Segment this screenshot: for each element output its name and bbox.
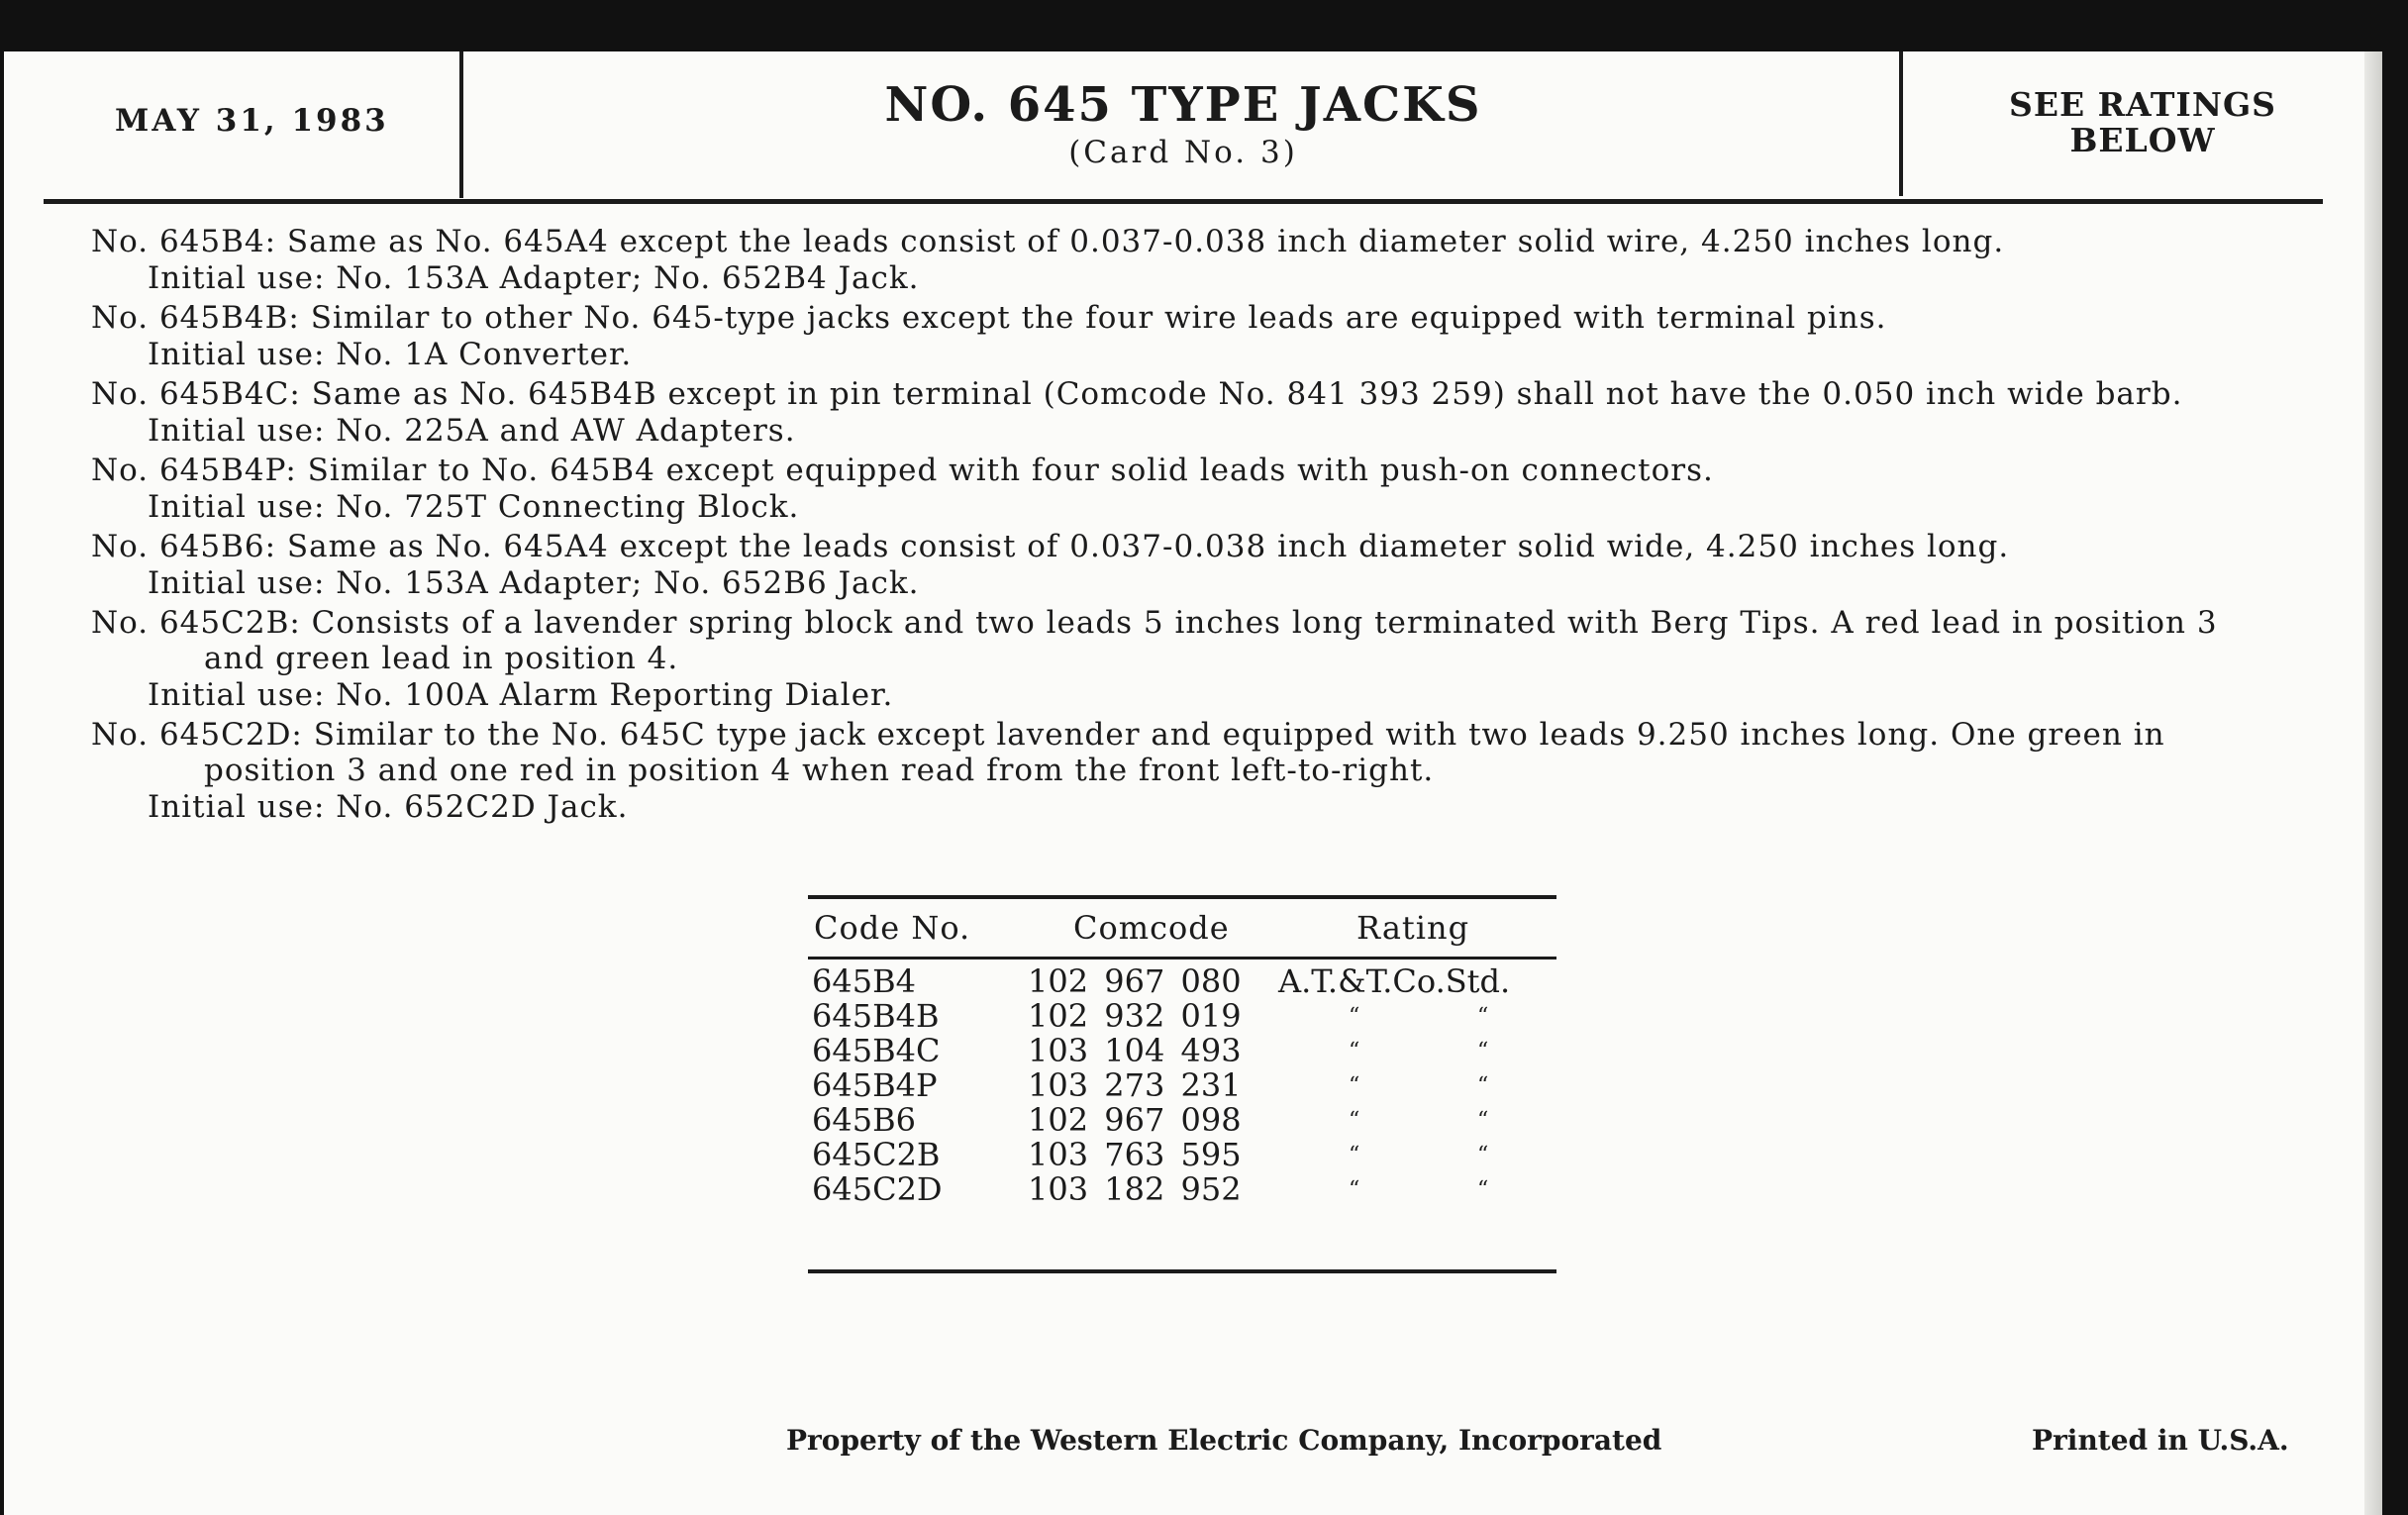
table-row (808, 964, 1556, 999)
cell-code: 645B4C (812, 1032, 941, 1069)
card-title: NO. 645 TYPE JACKS (884, 77, 1482, 133)
table-header-rule (808, 957, 1556, 960)
entry (91, 717, 2279, 826)
ditto-mark: “ (1349, 1177, 1360, 1202)
entry-description: No. 645B4B: Similar to other No. 645-type jacks except the four wire leads are equipped with terminal pins. (91, 300, 1887, 336)
footer-property: Property of the Western Electric Company, Incorporated (786, 1424, 1662, 1457)
ditto-mark: “ (1477, 1073, 1489, 1098)
entry-description: No. 645B4C: Same as No. 645B4B except in pin terminal (Comcode No. 841 393 259) shall not have the 0.050 inch wide barb. (91, 376, 2183, 412)
ditto-mark: “ (1349, 1108, 1360, 1133)
column-header-code: Code No. (814, 909, 971, 947)
entry (91, 376, 2279, 450)
cell-code: 645B4B (812, 997, 940, 1035)
entries-list (91, 224, 2279, 829)
ditto-mark: “ (1477, 1108, 1489, 1133)
card-date: MAY 31, 1983 (115, 103, 389, 139)
card-subtitle: (Card No. 3) (1068, 135, 1298, 170)
entry-initial-use: Initial use: No. 1A Converter. (148, 337, 633, 372)
cell-code: 645C2B (812, 1136, 941, 1173)
entry-description: No. 645B4: Same as No. 645A4 except the leads consist of 0.037-0.038 inch diameter solid wire, 4.250 inches long. (91, 224, 2005, 259)
ditto-mark: “ (1349, 1004, 1360, 1029)
entry-initial-use: Initial use: No. 153A Adapter; No. 652B4 Jack. (148, 260, 920, 296)
cell-comcode: 102 967 080 (1028, 962, 1242, 1000)
entry-initial-use: Initial use: No. 725T Connecting Block. (148, 489, 800, 525)
ditto-mark: “ (1349, 1073, 1360, 1098)
entry-description: No. 645C2D: Similar to the No. 645C type jack except lavender and equipped with two leads 9.250 inches long. One green in position 3 and one red in position 4 when read from the front left-to-right. (91, 717, 2165, 788)
cell-comcode: 102 967 098 (1028, 1101, 1242, 1139)
ditto-mark: “ (1477, 1143, 1489, 1167)
entry (91, 300, 2279, 373)
cell-code: 645B6 (812, 1101, 916, 1139)
column-header-comcode: Comcode (1073, 909, 1230, 947)
specification-card (4, 51, 2382, 1515)
header-divider-right (1899, 51, 1903, 196)
entry (91, 453, 2279, 526)
header-rule (44, 199, 2323, 204)
cell-code: 645C2D (812, 1170, 943, 1208)
cell-code: 645B4P (812, 1066, 938, 1104)
entry-initial-use: Initial use: No. 225A and AW Adapters. (148, 413, 796, 449)
rating-note-line2: BELOW (2069, 121, 2216, 159)
header-divider-left (459, 51, 463, 198)
entry-initial-use: Initial use: No. 153A Adapter; No. 652B6 Jack. (148, 565, 920, 601)
table-bottom-rule (808, 1269, 1556, 1273)
cell-comcode: 103 104 493 (1028, 1032, 1242, 1069)
table-row (808, 1034, 1556, 1068)
table-row (808, 999, 1556, 1034)
column-header-rating: Rating (1356, 909, 1470, 947)
table-top-rule (808, 895, 1556, 899)
entry-description: No. 645C2B: Consists of a lavender spring block and two leads 5 inches long terminated with Berg Tips. A red lead in position 3 and green lead in position 4. (91, 605, 2218, 676)
ditto-mark: “ (1349, 1039, 1360, 1063)
rating-note-line1: SEE RATINGS (2008, 85, 2277, 124)
table-row (808, 1068, 1556, 1103)
table-row (808, 1103, 1556, 1138)
entry (91, 224, 2279, 297)
cell-rating: A.T.&T.Co.Std. (1278, 962, 1511, 1000)
ditto-mark: “ (1477, 1004, 1489, 1029)
footer-printed: Printed in U.S.A. (2032, 1424, 2289, 1457)
ditto-mark: “ (1349, 1143, 1360, 1167)
entry-description: No. 645B6: Same as No. 645A4 except the leads consist of 0.037-0.038 inch diameter solid wide, 4.250 inches long. (91, 529, 2010, 564)
cell-comcode: 102 932 019 (1028, 997, 1242, 1035)
table-row (808, 1138, 1556, 1172)
entry-initial-use: Initial use: No. 652C2D Jack. (148, 789, 629, 825)
entry (91, 605, 2279, 714)
cell-comcode: 103 763 595 (1028, 1136, 1242, 1173)
table-row (808, 1172, 1556, 1207)
cell-comcode: 103 273 231 (1028, 1066, 1242, 1104)
entry (91, 529, 2279, 602)
cell-comcode: 103 182 952 (1028, 1170, 1242, 1208)
entry-description: No. 645B4P: Similar to No. 645B4 except equipped with four solid leads with push-on connectors. (91, 453, 1714, 488)
entry-initial-use: Initial use: No. 100A Alarm Reporting Dialer. (148, 677, 894, 713)
ditto-mark: “ (1477, 1177, 1489, 1202)
ditto-mark: “ (1477, 1039, 1489, 1063)
cell-code: 645B4 (812, 962, 916, 1000)
card-edge (2364, 51, 2382, 1515)
rating-note (1905, 87, 2380, 158)
